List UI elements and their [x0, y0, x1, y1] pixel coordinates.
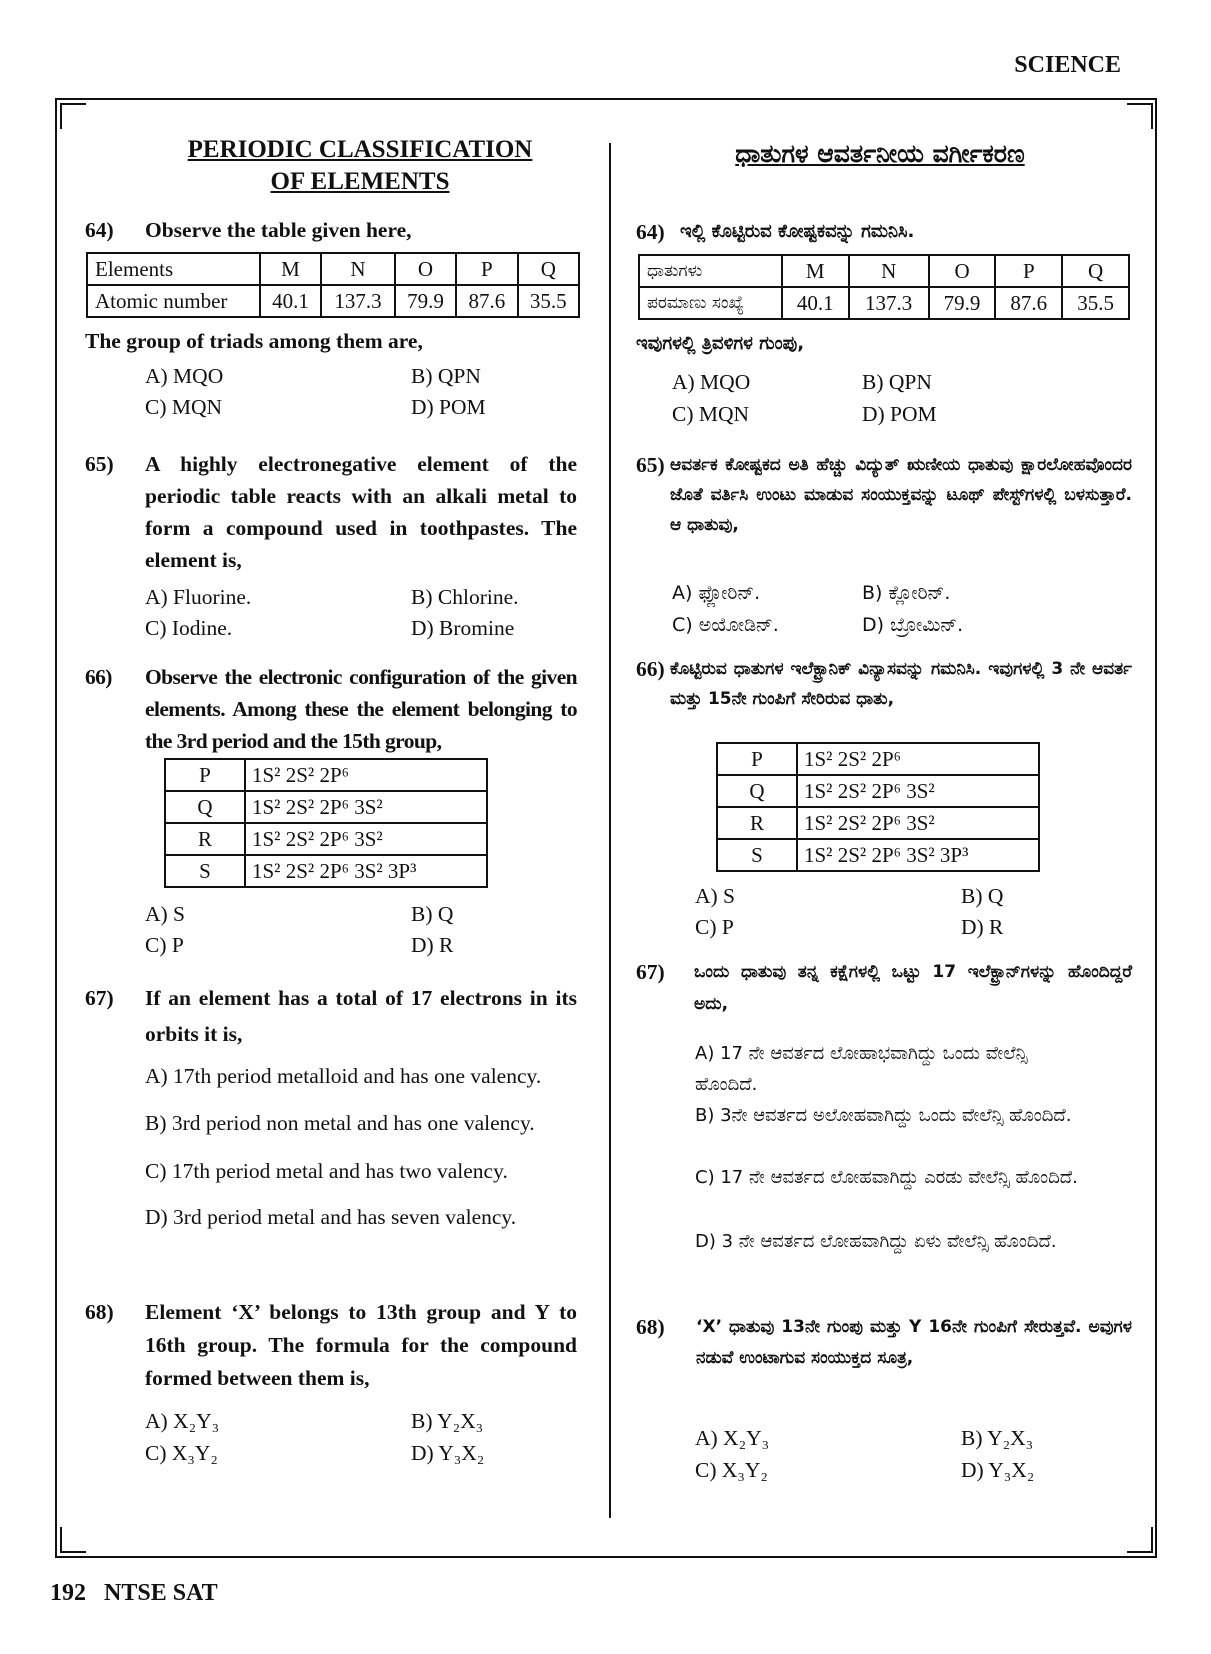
table-row-label: ಪರಮಾಣು ಸಂಖ್ಯೆ [639, 287, 782, 319]
question-number: 67) [636, 960, 665, 984]
question-stem: ಇಲ್ಲಿ ಕೊಟ್ಟಿರುವ ಕೋಷ್ಟಕವನ್ನು ಗಮನಿಸಿ. [680, 221, 915, 242]
option-b: B) Q [961, 884, 1004, 908]
element-letter: P [717, 743, 797, 775]
table-cell: M [260, 253, 321, 285]
atomic-number-table-kn [638, 254, 1130, 320]
question-number: 67) [85, 986, 114, 1010]
table-row-label: ಧಾತುಗಳು [639, 255, 782, 287]
option-c: C) X₃Y₂ [145, 1441, 218, 1465]
frame-corner-ornament [1127, 103, 1153, 129]
subject-header: SCIENCE [1014, 52, 1121, 78]
option-d: D) R [961, 915, 1004, 939]
table-row [165, 791, 487, 823]
table-cell: Q [518, 253, 579, 285]
option-c: C) X₃Y₂ [695, 1458, 768, 1482]
table-cell: Q [1062, 255, 1129, 287]
option-a: A) MQO [672, 370, 751, 394]
question-number: 68) [636, 1315, 665, 1339]
english-title-line2: OF ELEMENTS [270, 168, 450, 195]
kannada-title: ಧಾತುಗಳ ಆವರ್ತನೀಯ ವರ್ಗೀಕರಣ [735, 139, 1025, 168]
question-64-en [85, 214, 585, 246]
option-a: A) MQO [145, 364, 224, 388]
question-number: 65) [85, 452, 114, 476]
question-stem: ಒಂದು ಧಾತುವು ತನ್ನ ಕಕ್ಷೆಗಳಲ್ಲಿ ಒಟ್ಟು 17 ಇಲೆಕ್ಟ್ರಾನ್‌ಗಳನ್ನು ಹೊಂದಿದ್ದರೆ ಅದು, [694, 962, 1132, 1014]
question-stem: ‘X’ ಧಾತುವು 13ನೇ ಗುಂಪು ಮತ್ತು Y 16ನೇ ಗುಂಪಿಗೆ ಸೇರುತ್ತವೆ. ಅವುಗಳ ನಡುವೆ ಉಂಟಾಗುವ ಸಂಯುಕ್ತದ ಸೂತ್ರ, [696, 1317, 1132, 1368]
table-cell: 87.6 [995, 287, 1062, 319]
question-68-en [85, 1296, 577, 1396]
configuration: 1S² 2S² 2P⁶ 3S² [245, 791, 487, 823]
question-followup: The group of triads among them are, [85, 329, 423, 353]
question-65-en [85, 448, 577, 578]
table-row [165, 823, 487, 855]
table-cell: N [849, 255, 929, 287]
question-stem: Element ‘X’ belongs to 13th group and Y to 16th group. The formula for the compound formed between them is, [145, 1300, 577, 1390]
question-66-en [85, 661, 577, 757]
configuration: 1S² 2S² 2P⁶ 3S² [797, 775, 1039, 807]
question-stem: ಕೊಟ್ಟಿರುವ ಧಾತುಗಳ ಇಲೆಕ್ಟ್ರಾನಿಕ್ ವಿನ್ಯಾಸವನ್ನು ಗಮನಿಸಿ. ಇವುಗಳಲ್ಲಿ 3 ನೇ ಆವರ್ತ ಮತ್ತು 15ನೇ ಗುಂಪಿಗೆ ಸೇರಿರುವ ಧಾತು, [670, 659, 1132, 709]
element-letter: Q [717, 775, 797, 807]
table-cell: O [395, 253, 456, 285]
element-letter: Q [165, 791, 245, 823]
table-cell: 40.1 [782, 287, 849, 319]
element-letter: P [165, 759, 245, 791]
table-row [717, 807, 1039, 839]
table-row [717, 775, 1039, 807]
option-d: D) Y₃X₂ [411, 1441, 485, 1465]
question-stem: Observe the table given here, [145, 218, 412, 242]
question-stem: Observe the electronic configuration of the given elements. Among these the element belonging to the 3rd period and the 15th group, [145, 665, 577, 753]
option-c: C) 17th period metal and has two valency. [145, 1159, 508, 1183]
table-cell: 40.1 [260, 285, 321, 317]
option-a: A) X₂Y₃ [145, 1409, 220, 1433]
table-cell: 137.3 [849, 287, 929, 319]
option-b: B) QPN [411, 364, 481, 388]
option-a: A) ಫ್ಲೋರಿನ್. [672, 582, 761, 604]
question-stem: A highly electronegative element of the periodic table reacts with an alkali metal to form a compound used in toothpastes. The element is, [145, 452, 577, 572]
table-cell: 79.9 [395, 285, 456, 317]
question-66-kn [636, 654, 1132, 746]
option-c: C) P [695, 915, 734, 939]
option-b: B) Chlorine. [411, 585, 519, 609]
option-a: A) S [695, 884, 736, 908]
option-a: A) 17 ನೇ ಆವರ್ತದ ಲೋಹಾಭವಾಗಿದ್ದು ಒಂದು ವೇಲೆನ್ಸಿ ಹೊಂದಿದೆ. [695, 1043, 1028, 1095]
english-title [130, 134, 590, 198]
option-c: C) P [145, 933, 184, 957]
table-row [717, 743, 1039, 775]
element-letter: R [165, 823, 245, 855]
question-number: 66) [85, 665, 112, 689]
option-b: B) 3rd period non metal and has one valency. [145, 1111, 535, 1135]
question-number: 65) [636, 453, 665, 477]
table-cell: O [929, 255, 996, 287]
option-c: C) MQN [672, 402, 750, 426]
atomic-number-table-en [86, 252, 580, 318]
table-cell: 137.3 [321, 285, 395, 317]
question-stem: ಆವರ್ತಕ ಕೋಷ್ಟಕದ ಅತಿ ಹೆಚ್ಚು ವಿದ್ಯುತ್ ಋಣೀಯ ಧಾತುವು ಕ್ಷಾರಲೋಹವೊಂದರ ಜೊತೆ ವರ್ತಿಸಿ ಉಂಟು ಮಾಡುವ ಸಂಯುಕ್ತವನ್ನು ಟೂಥ್ ಪೇಸ್ಟ್‌ಗಳಲ್ಲಿ ಬಳಸುತ್ತಾರೆ. ಆ ಧಾತುವು, [670, 455, 1132, 535]
option-a: A) 17th period metalloid and has one valency. [145, 1064, 542, 1088]
configuration: 1S² 2S² 2P⁶ 3S² [245, 823, 487, 855]
option-d: D) 3rd period metal and has seven valency. [145, 1205, 517, 1229]
question-65-kn [636, 450, 1132, 578]
question-number: 64) [636, 220, 665, 244]
element-letter: R [717, 807, 797, 839]
question-number: 68) [85, 1300, 114, 1324]
option-c: C) MQN [145, 395, 223, 419]
question-number: 66) [636, 657, 665, 681]
configuration: 1S² 2S² 2P⁶ 3S² 3P³ [797, 839, 1039, 871]
option-c: C) 17 ನೇ ಆವರ್ತದ ಲೋಹವಾಗಿದ್ದು ಎರಡು ವೇಲೆನ್ಸಿ ಹೊಂದಿದೆ. [695, 1167, 1078, 1188]
electron-config-table-en [164, 758, 488, 888]
option-a: A) Fluorine. [145, 585, 252, 609]
configuration: 1S² 2S² 2P⁶ [245, 759, 487, 791]
option-c: C) ಅಯೋಡಿನ್. [672, 614, 779, 636]
option-d: D) Y₃X₂ [961, 1458, 1035, 1482]
column-divider [609, 143, 611, 1518]
option-b: B) Q [411, 902, 454, 926]
option-d: D) 3 ನೇ ಆವರ್ತದ ಲೋಹವಾಗಿದ್ದು ಏಳು ವೇಲೆನ್ಸಿ ಹೊಂದಿದೆ. [695, 1231, 1057, 1252]
option-b: B) Y₂X₃ [411, 1409, 484, 1433]
option-a: A) S [145, 902, 186, 926]
option-b: B) ಕ್ಲೋರಿನ್. [862, 582, 951, 604]
page-footer [50, 1580, 218, 1607]
table-cell: 87.6 [456, 285, 517, 317]
frame-corner-ornament [60, 1527, 86, 1553]
table-cell: N [321, 253, 395, 285]
question-followup: ಇವುಗಳಲ್ಲಿ ತ್ರಿವಳಿಗಳ ಗುಂಪು, [636, 333, 805, 354]
table-row-label: Elements [87, 253, 260, 285]
book-title: NTSE SAT [104, 1580, 218, 1606]
element-letter: S [165, 855, 245, 887]
table-row [717, 839, 1039, 871]
question-stem: If an element has a total of 17 electrons in its orbits it is, [145, 986, 577, 1046]
frame-corner-ornament [60, 103, 86, 129]
table-cell: 79.9 [929, 287, 996, 319]
table-row-label: Atomic number [87, 285, 260, 317]
configuration: 1S² 2S² 2P⁶ [797, 743, 1039, 775]
question-number: 64) [85, 218, 114, 242]
option-b: B) Y₂X₃ [961, 1426, 1034, 1450]
table-row [165, 759, 487, 791]
question-67-kn [636, 956, 1132, 1020]
page-number: 192 [50, 1580, 86, 1606]
english-title-line1: PERIODIC CLASSIFICATION [187, 136, 533, 163]
question-64-kn [636, 216, 1132, 248]
table-cell: M [782, 255, 849, 287]
table-cell: P [456, 253, 517, 285]
table-row [165, 855, 487, 887]
configuration: 1S² 2S² 2P⁶ 3S² 3P³ [245, 855, 487, 887]
option-b: B) 3ನೇ ಆವರ್ತದ ಅಲೋಹವಾಗಿದ್ದು ಒಂದು ವೇಲೆನ್ಸಿ ಹೊಂದಿದೆ. [695, 1105, 1072, 1126]
question-67-en [85, 980, 577, 1052]
table-cell: 35.5 [518, 285, 579, 317]
table-cell: P [995, 255, 1062, 287]
option-d: D) POM [411, 395, 486, 419]
element-letter: S [717, 839, 797, 871]
electron-config-table-kn [716, 742, 1040, 872]
configuration: 1S² 2S² 2P⁶ 3S² [797, 807, 1039, 839]
option-a: A) X₂Y₃ [695, 1426, 770, 1450]
question-68-kn [636, 1312, 1132, 1408]
option-b: B) QPN [862, 370, 932, 394]
option-d: D) Bromine [411, 616, 515, 640]
option-d: D) POM [862, 402, 937, 426]
option-c: C) Iodine. [145, 616, 233, 640]
option-d: D) R [411, 933, 454, 957]
frame-corner-ornament [1127, 1527, 1153, 1553]
option-d: D) ಬ್ರೋಮಿನ್. [862, 614, 964, 636]
table-cell: 35.5 [1062, 287, 1129, 319]
